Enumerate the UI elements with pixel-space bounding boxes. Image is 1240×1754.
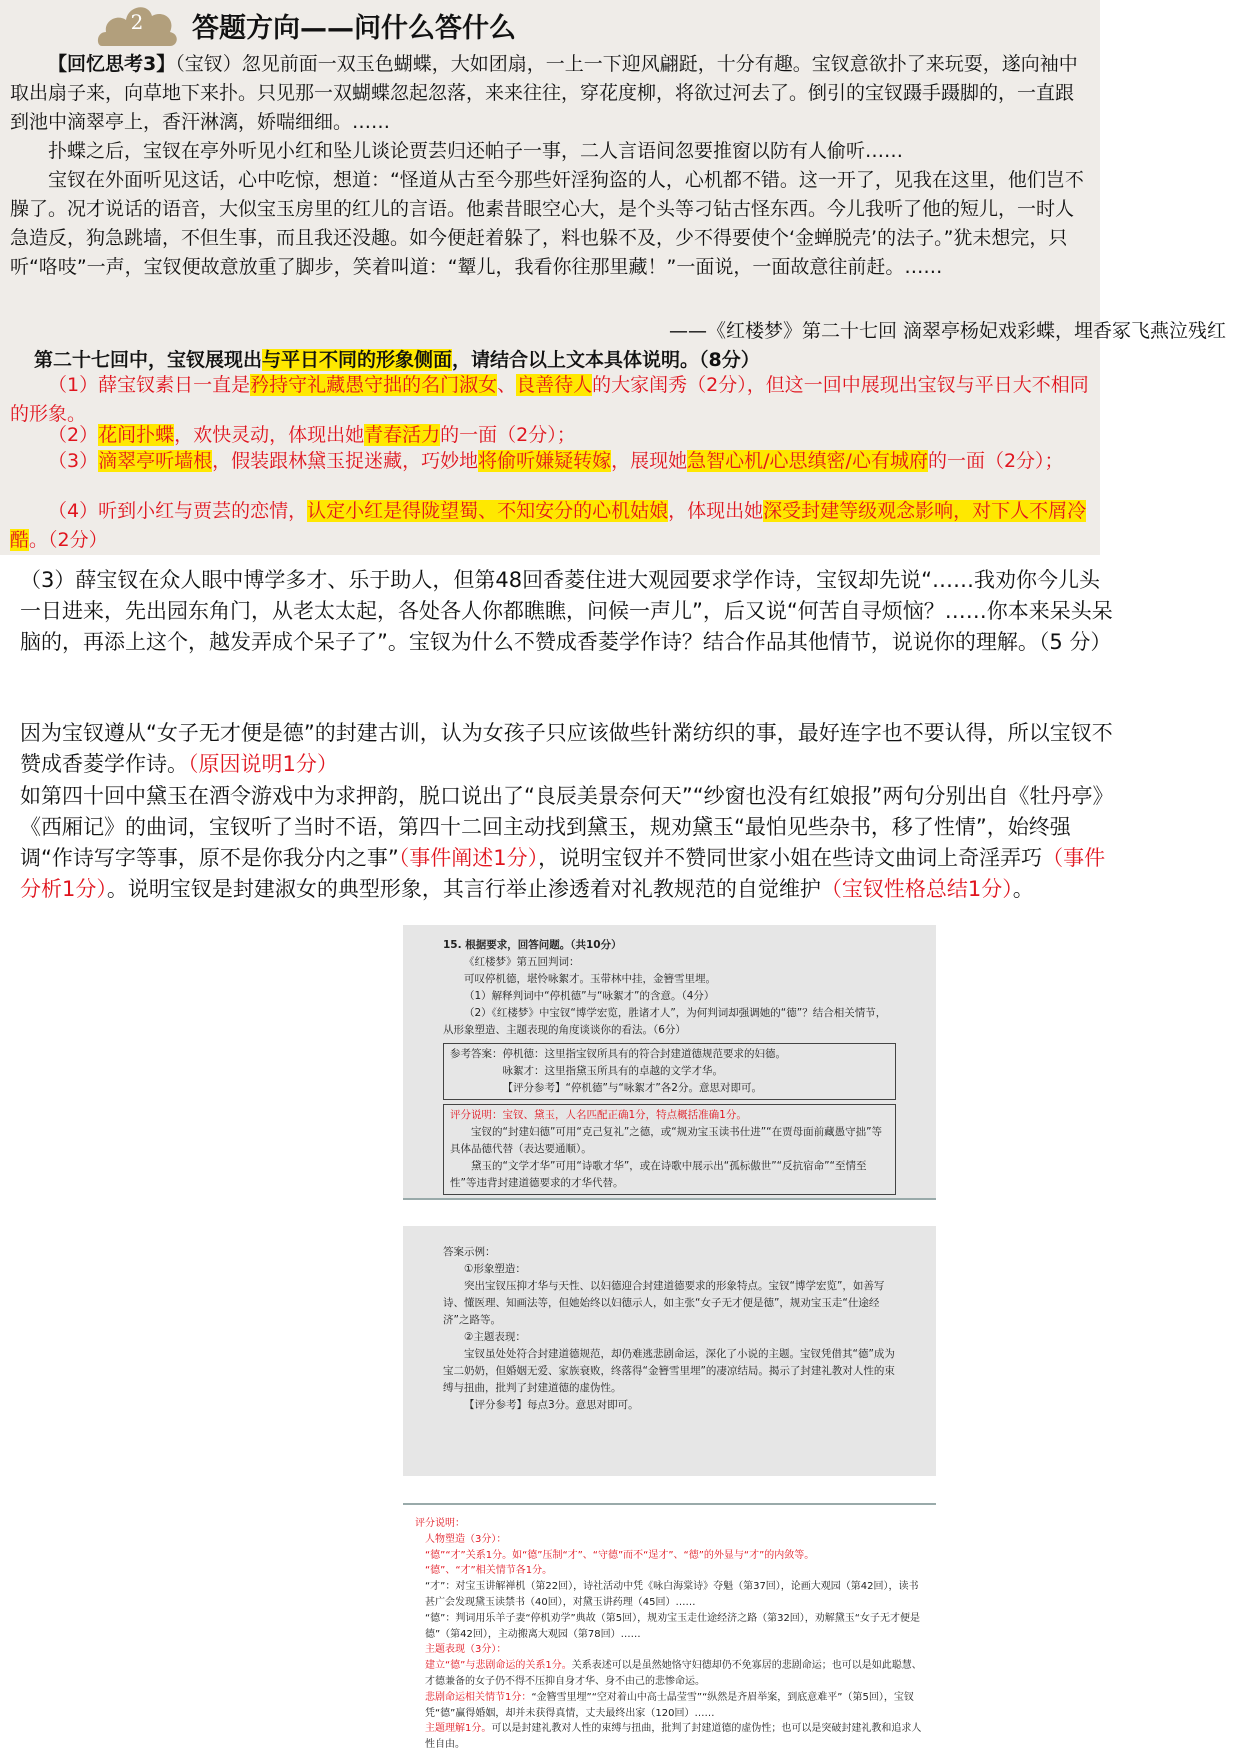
answer-1-item-2: （2）花间扑蝶，欢快灵动，体现出她青春活力的一面（2分）；: [48, 424, 576, 446]
question-2: （3）薛宝钗在众人眼中博学多才、乐于助人，但第48回香菱住进大观园要求学作诗，宝钗却先说“……我劝你今儿头一日进来，先出园东角门，从老太太起，各处各人你都瞧瞧，问候一声儿”，后又说“何苦自寻烦恼？……你本来呆头呆脑的，再添上这个，越发弄成个呆子了”。宝钗为什么不赞成香菱学作诗？结合作品其他情节，说说你的理解。（5 分）: [20, 568, 1113, 654]
reference-answer-box: 参考答案：停机德：这里指宝钗所具有的符合封建道德规范要求的妇德。 咏絮才：这里指黛玉所具有的卓越的文学才华。 【评分参考】“停机德”与“咏絮才”各2分。意思对即可。: [443, 1043, 896, 1100]
passage-text-1: （宝钗）忽见前面一双玉色蝴蝶，大如团扇，一上一下迎风翩跹，十分有趣。宝钗意欲扑了来玩耍，遂向袖中取出扇子来，向草地下来扑。只见那一双蝴蝶忽起忽落，来来往往，穿花度柳，将欲过河去了。倒引的宝钗蹑手蹑脚的，一直跟到池中滴翠亭上，香汗淋漓，娇喘细细。……: [10, 53, 1078, 133]
passage-paragraph-3: 宝钗在外面听见这话，心中吃惊，想道：“怪道从古至今那些奸淫狗盗的人，心机都不错。这一开了，见我在这里，他们岂不臊了。况才说话的语音，大似宝玉房里的红儿的言语。他素昔眼空心大，是个头等刁钻古怪东西。今儿我听了他的短儿，一时人急造反，狗急跳墙，不但生事，而且我还没趣。如今便赶着躲了，料也躲不及，少不得要使个‘金蝉脱壳’的法子。”犹未想完，只听“咯吱”一声，宝钗便故意放重了脚步，笑着叫道：“颦儿，我看你往那里藏！”一面说，一面故意往前赶。……: [10, 169, 1084, 278]
section-number-badge: [96, 2, 178, 48]
scanned-answer-image-2: 答案示例： ①形象塑造： 突出宝钗压抑才华与天性、以妇德迎合封建道德要求的形象特点。宝钗“博学宏览”，如善写诗、懂医理、知画法等，但她始终以妇德示人，如主张“女子无才便是德”，规劝宝玉走“仕途经济”之路等。 ②主题表现： 宝钗虽处处符合封建道德规范，却仍难逃悲剧命运，深化了小说的主题。宝钗凭借其“德”成为宝二奶奶，但婚姻无爱、家族衰败，终落得“金簪雪里埋”的凄凉结局。揭示了封建礼教对人性的束缚与扭曲，批判了封建道德的虚伪性。 【评分参考】每点3分。意思对即可。: [403, 1226, 936, 1476]
passage-label: 【回忆思考3】: [48, 53, 176, 75]
passage-paragraph-1: [10, 50, 1090, 137]
scoring-note-box: 评分说明：宝钗、黛玉，人名匹配正确1分，特点概括准确1分。 宝钗的“封建妇德”可用“克己复礼”之德，或“规劝宝玉读书仕进”“在贾母面前藏愚守拙”等具体品德代替（表达要通顺）。 黛玉的“文学才华”可用“诗歌才华”，或在诗歌中展示出“孤标傲世”“反抗宿命”“至情至性”等违背封建道德要求的才华代替。: [443, 1104, 896, 1195]
section-title: 答题方向——问什么答什么: [192, 13, 516, 44]
divider: [403, 1198, 936, 1200]
answer-1-item-3: （3）滴翠亭听墙根，假装跟林黛玉捉迷藏，巧妙地将偷听嫌疑转嫁，展现她急智心机/心思缜密/心有城府的一面（2分）；: [48, 450, 1064, 472]
question-1-highlight: 与平日不同的形象侧面: [262, 349, 453, 371]
answer-2-detail: 如第四十回中黛玉在酒令游戏中为求押韵，脱口说出了“良辰美景奈何天”“纱窗也没有红娘报”两句分别出自《牡丹亭》《西厢记》的曲词，宝钗听了当时不语，第四十二回主动找到黛玉，规劝黛玉“最怕见些杂书，移了性情”，始终强调“作诗写字等事，原不是你我分内之事”（事件阐述1分），说明宝钗并不赞同世家小姐在些诗文曲词上奇淫弄巧（事件分析1分）。说明宝钗是封建淑女的典型形象，其言行举止渗透着对礼教规范的自觉维护（宝钗性格总结1分）。: [20, 784, 1106, 901]
divider: [403, 1503, 936, 1505]
scanned-answer-image-3: 评分说明： 人物塑造（3分）： “德”“才”关系1分。如“德”压制“才”、“守德”而不“逞才”、“德”的外显与“才”的内敛等。 “德”、“才”相关情节各1分。 “才”：对宝玉讲解禅机（第22回），诗社活动中凭《咏白海棠诗》夺魁（第37回），论画大观园（第42回），读书甚广会发现黛玉读禁书（40回），对黛玉讲药理（45回）…… “德”：判词用乐羊子妻“停机劝学”典故（第5回），规劝宝玉走仕途经济之路（第32回），劝解黛玉“女子无才便是德”（第42回），主动搬离大观园（第78回）…… 主题表现（3分）： 建立“德”与悲剧命运的关系1分。关系表述可以是虽然她恪守妇德却仍不免寡居的悲剧命运；也可以是如此聪慧、才德兼备的女子仍不得不压抑自身才华、身不由己的悲惨命运。 悲剧命运相关情节1分：“金簪雪里埋”“空对着山中高士晶莹雪”“纵然是齐眉举案，到底意难平”（第5回），宝钗凭“德”赢得婚姻，却并未获得真情，丈夫最终出家（120回）…… 主题理解1分。可以是封建礼教对人性的束缚与扭曲，批判了封建道德的虚伪性；也可以是突破封建礼教和追求人性自由。: [403, 1508, 936, 1754]
passage-source: ——《红楼梦》第二十七回 滴翠亭杨妃戏彩蝶，埋香冢飞燕泣残红: [668, 320, 1226, 342]
section-number: 2: [130, 10, 144, 34]
answer-1-item-4: （4）听到小红与贾芸的恋情，认定小红是得陇望蜀、不知安分的心机姑娘，体现出她深受封建等级观念影响，对下人不屑冷酷。（2分）: [10, 500, 1087, 551]
passage-paragraph-2: 扑蝶之后，宝钗在亭外听见小红和坠儿谈论贾芸归还帕子一事，二人言语间忽要推窗以防有人偷听……: [48, 140, 904, 162]
answer-2-reason: 因为宝钗遵从“女子无才便是德”的封建古训，认为女孩子只应该做些针黹纺织的事，最好连字也不要认得，所以宝钗不赞成香菱学作诗。（原因说明1分）: [20, 721, 1113, 776]
answer-1-item-1: （1）薛宝钗素日一直是矜持守礼藏愚守拙的名门淑女、良善待人的大家闺秀（2分），但这一回中展现出宝钗与平日大不相同的形象。: [10, 374, 1089, 425]
question-1: 第二十七回中，宝钗展现出与平日不同的形象侧面，请结合以上文本具体说明。（8分）: [34, 349, 760, 371]
scanned-answer-image-1: 15. 根据要求，回答问题。（共10分） 《红楼梦》第五回判词： 可叹停机德，堪怜咏絮才。玉带林中挂，金簪雪里埋。 （1）解释判词中“停机德”与“咏絮才”的含意。（4分） （2）《红楼梦》中宝钗“博学宏览，胜诸才人”，为何判词却强调她的“德”？结合相关情节，从形象塑造、主题表现的角度谈谈你的看法。（6分） 参考答案：停机德：这里指宝钗所具有的符合封建道德规范要求的妇德。 咏絮才：这里指黛玉所具有的卓越的文学才华。 【评分参考】“停机德”与“咏絮才”各2分。意思对即可。 评分说明：宝钗、黛玉，人名匹配正确1分，特点概括准确1分。 宝钗的“封建妇德”可用“克己复礼”之德，或“规劝宝玉读书仕进”“在贾母面前藏愚守拙”等具体品德代替（表达要通顺）。 黛玉的“文学才华”可用“诗歌才华”，或在诗歌中展示出“孤标傲世”“反抗宿命”“至情至性”等违背封建道德要求的才华代替。: [403, 925, 936, 1200]
